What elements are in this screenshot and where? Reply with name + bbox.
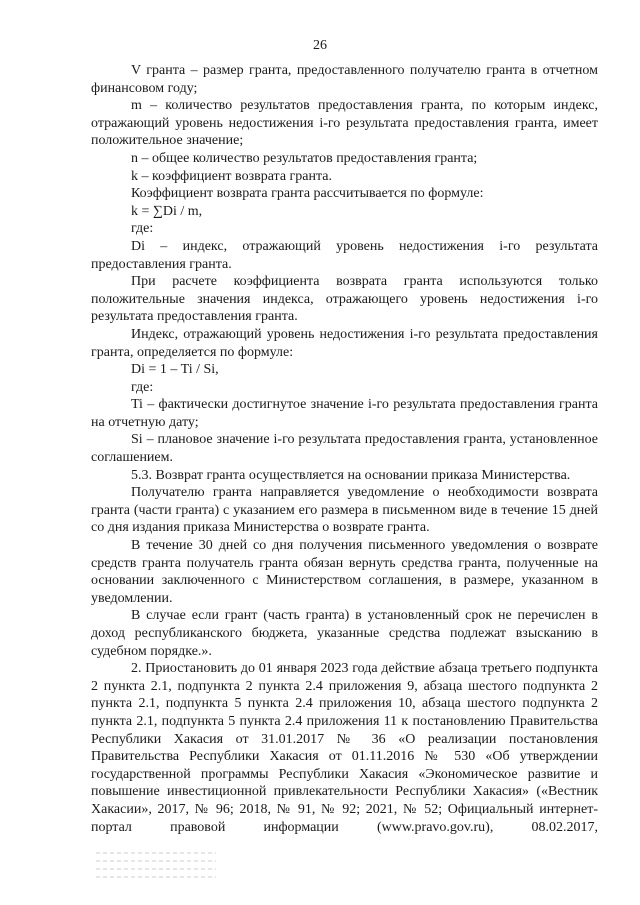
- paragraph-formula-intro-1: Коэффициент возврата гранта рассчитывается по формуле:: [131, 186, 484, 202]
- formula-di: Di = 1 – Ti / Si,: [131, 362, 219, 378]
- paragraph-court-recovery: В случае если грант (часть гранта) в установленный срок не перечислен в доход республиканского бюджета, указанные средства подлежат взысканию в судебном порядке.».: [91, 608, 598, 659]
- document-body: [91, 62, 598, 836]
- faint-stamp-marks: [96, 852, 216, 892]
- paragraph-v-grant: V гранта – размер гранта, предоставленного получателю гранта в отчетном финансовом году;: [91, 63, 598, 96]
- paragraph-ti-actual: Ti – фактически достигнутое значение i-го результата предоставления гранта на отчетную дату;: [91, 397, 598, 430]
- paragraph-di-index: Di – индекс, отражающий уровень недостижения i-го результата предоставления гранта.: [91, 238, 598, 272]
- paragraph-notice: Получателю гранта направляется уведомление о необходимости возврата гранта (части гранта) с указанием его размера в письменном виде в течение 15 дней со дня издания приказа Министерства о возврате гранта.: [91, 485, 598, 536]
- paragraph-positive-values: При расчете коэффициента возврата гранта используются только положительные значения индекса, отражающего уровень недостижения i-го результата предоставления гранта.: [91, 274, 598, 325]
- paragraph-si-planned: Si – плановое значение i-го результата предоставления гранта, установленное соглашением.: [91, 432, 598, 466]
- paragraph-item-2-suspend: 2. Приостановить до 01 января 2023 года действие абзаца третьего подпункта 2 пункта 2.1, подпункта 2 пункта 2.4 приложения 9, абзаца шестого подпункта 2 пункта 2.1, подпункта 5 пункта 2.4 приложения 10, абзаца шестого подпункта 2 пункта 2.1, подпункта 5 пункта 2.4 приложения 11 к постановлению Правительства Республики Хакасия от 31.01.2017 № 36 «О реализации постановления Правительства Республики Хакасия от 01.11.2016 № 530 «Об утверждении государственной программы Республики Хакасия «Экономическое развитие и повышение инвестиционной привлекательности Республики Хакасия» («Вестник Хакасии», 2017, № 96; 2018, № 91, № 92; 2021, № 52; Официальный интернет-портал правовой информации (www.pravo.gov.ru), 08.02.2017,: [91, 661, 598, 835]
- paragraph-k-coefficient: k – коэффициент возврата гранта.: [131, 168, 333, 184]
- paragraph-formula-intro-2: Индекс, отражающий уровень недостижения i-го результата предоставления гранта, определяется по формуле:: [91, 326, 598, 360]
- paragraph-n-total: n – общее количество результатов предоставления гранта;: [131, 150, 478, 166]
- where-label-2: где:: [131, 379, 154, 395]
- paragraph-m-count: m – количество результатов предоставления гранта, по которым индекс, отражающий уровень недостижения i-го результата предоставления гранта, имеет положительное значение;: [91, 98, 598, 149]
- paragraph-section-5-3: 5.3. Возврат гранта осуществляется на основании приказа Министерства.: [131, 467, 571, 483]
- formula-k: k = ∑Di / m,: [131, 203, 203, 219]
- where-label-1: где:: [131, 221, 154, 237]
- paragraph-30-days: В течение 30 дней со дня получения письменного уведомления о возврате средств гранта получатель гранта обязан вернуть средства гранта, полученные на основании заключенного с Министерством соглашения, в размере, указанном в уведомлении.: [91, 538, 598, 606]
- page-number: 26: [313, 38, 327, 53]
